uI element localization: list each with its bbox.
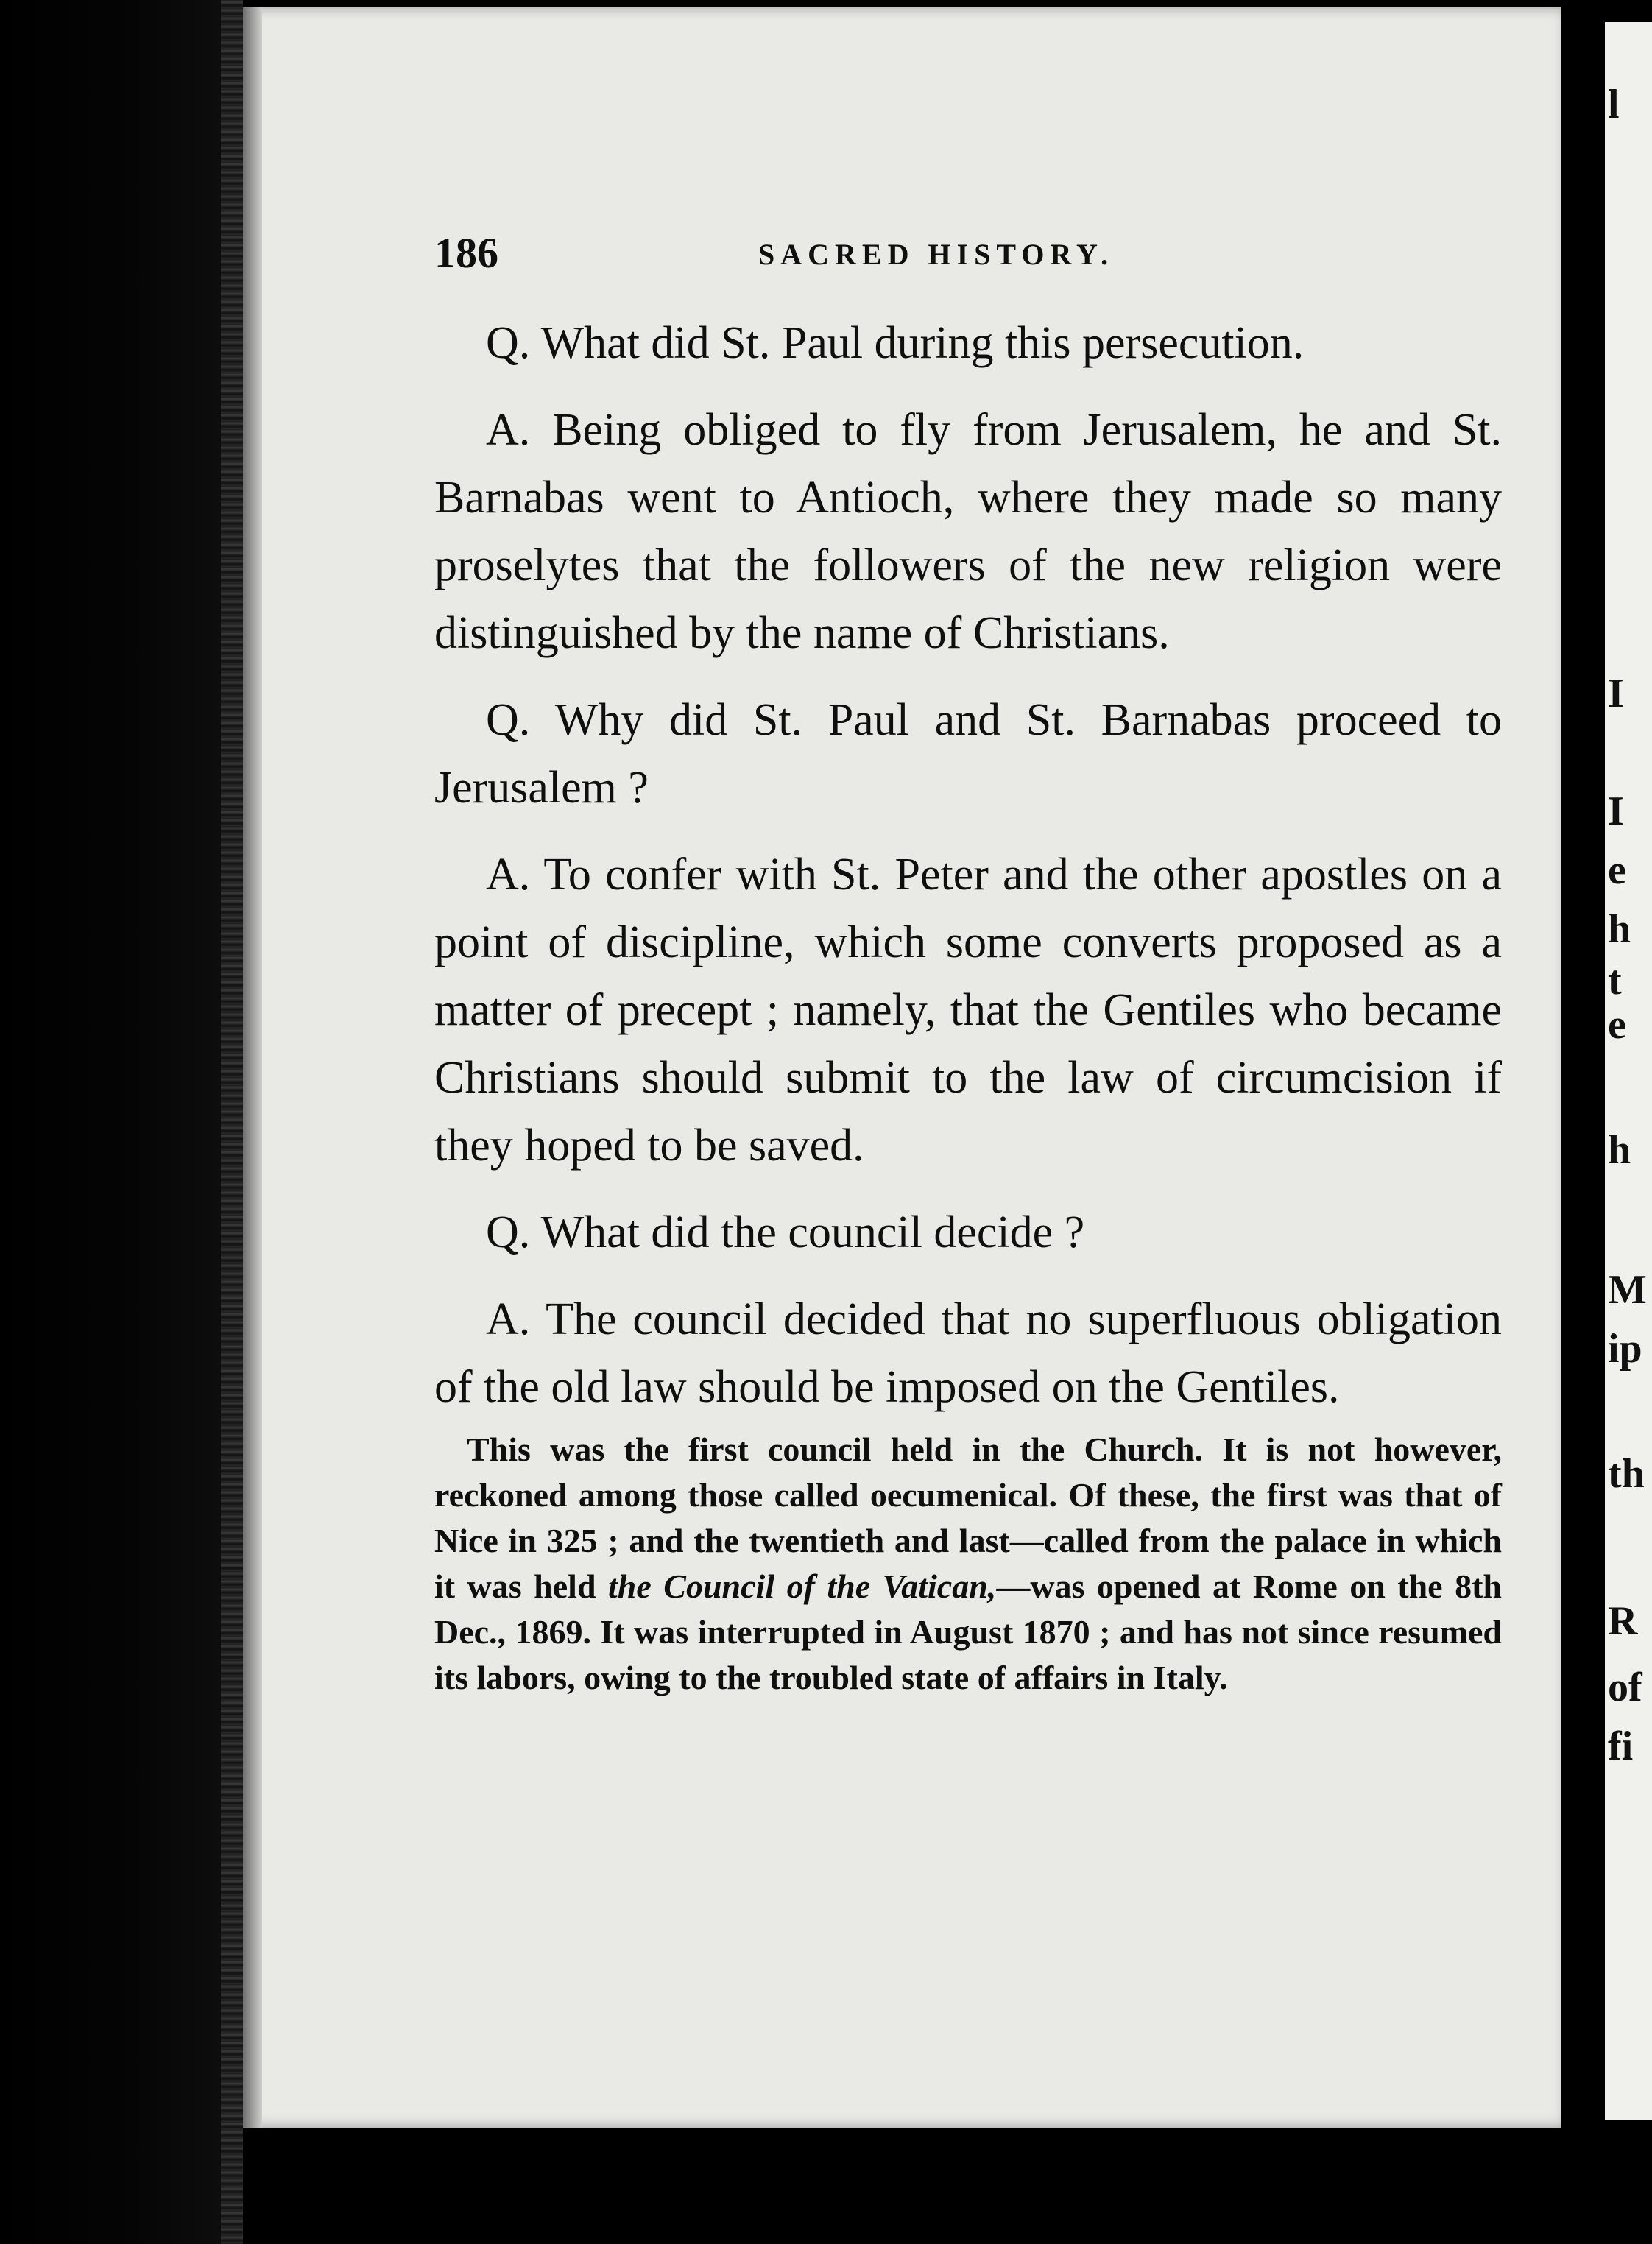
answer-paragraph: A. To confer with St. Peter and the other apostles on a point of discipline, which some converts proposed as a matter of precept ; namely, that the Gentiles who became Christians should submit to the law of circumcision if they hoped to be saved. [434,850,1502,1171]
footnote-italic: the Council of the Vatican, [608,1567,997,1605]
book-page [243,7,1561,2128]
adjacent-page-fragment: R [1608,1598,1638,1644]
running-head [434,228,1502,287]
footnote [434,1427,1502,1701]
adjacent-page-fragment: M [1608,1267,1647,1313]
question-paragraph: Q. What did the council decide ? [486,1207,1085,1257]
page-number: 186 [434,229,498,277]
adjacent-page-fragment: of [1608,1665,1642,1710]
adjacent-page-fragment: fi [1608,1723,1634,1769]
adjacent-page-edge [1605,22,1652,2120]
running-title: SACRED HISTORY. [758,238,1115,271]
scanner-margin [0,0,221,2244]
adjacent-page-fragment: ip [1608,1326,1642,1372]
adjacent-page-fragment: e [1608,847,1626,893]
question-answer-section [434,309,1502,1421]
adjacent-page-fragment: h [1608,1127,1631,1173]
book-binding-edge [221,0,243,2244]
footnote-text-start: This was the first council held in the Church. It is not however, reckoned among those called oecumenical. Of these, the first was that of Nice in 325 ; and the twentieth and last—called from the palace in which it was held [434,1430,1502,1605]
answer-paragraph: A. The council decided that no superfluous obligation of the old law should be imposed on the Gentiles. [434,1294,1502,1412]
adjacent-page-fragment: h [1608,906,1631,952]
question-paragraph: Q. What did St. Paul during this persecution. [486,318,1305,368]
answer-paragraph: A. Being obliged to fly from Jerusalem, he and St. Barnabas went to Antioch, where they made so many proselytes that the followers of the new religion were distinguished by the name of Christians. [434,405,1502,658]
question-paragraph: Q. Why did St. Paul and St. Barnabas proceed to Jerusalem ? [434,695,1502,813]
footnote-text-end: —was opened at Rome on the 8th Dec., 1869. It was interrupted in August 1870 ; and has not since resumed its labors, owing to the troubled state of affairs in Italy. [434,1567,1502,1696]
adjacent-page-fragment: th [1608,1451,1645,1497]
adjacent-page-fragment: t [1608,958,1622,1003]
page-content [434,228,1502,1701]
adjacent-page-fragment: I [1608,671,1624,716]
adjacent-page-fragment: e [1608,1002,1626,1048]
adjacent-page-fragment: l [1608,82,1620,127]
page-gutter-shadow [243,7,262,2128]
adjacent-page-fragment: I [1608,788,1624,834]
